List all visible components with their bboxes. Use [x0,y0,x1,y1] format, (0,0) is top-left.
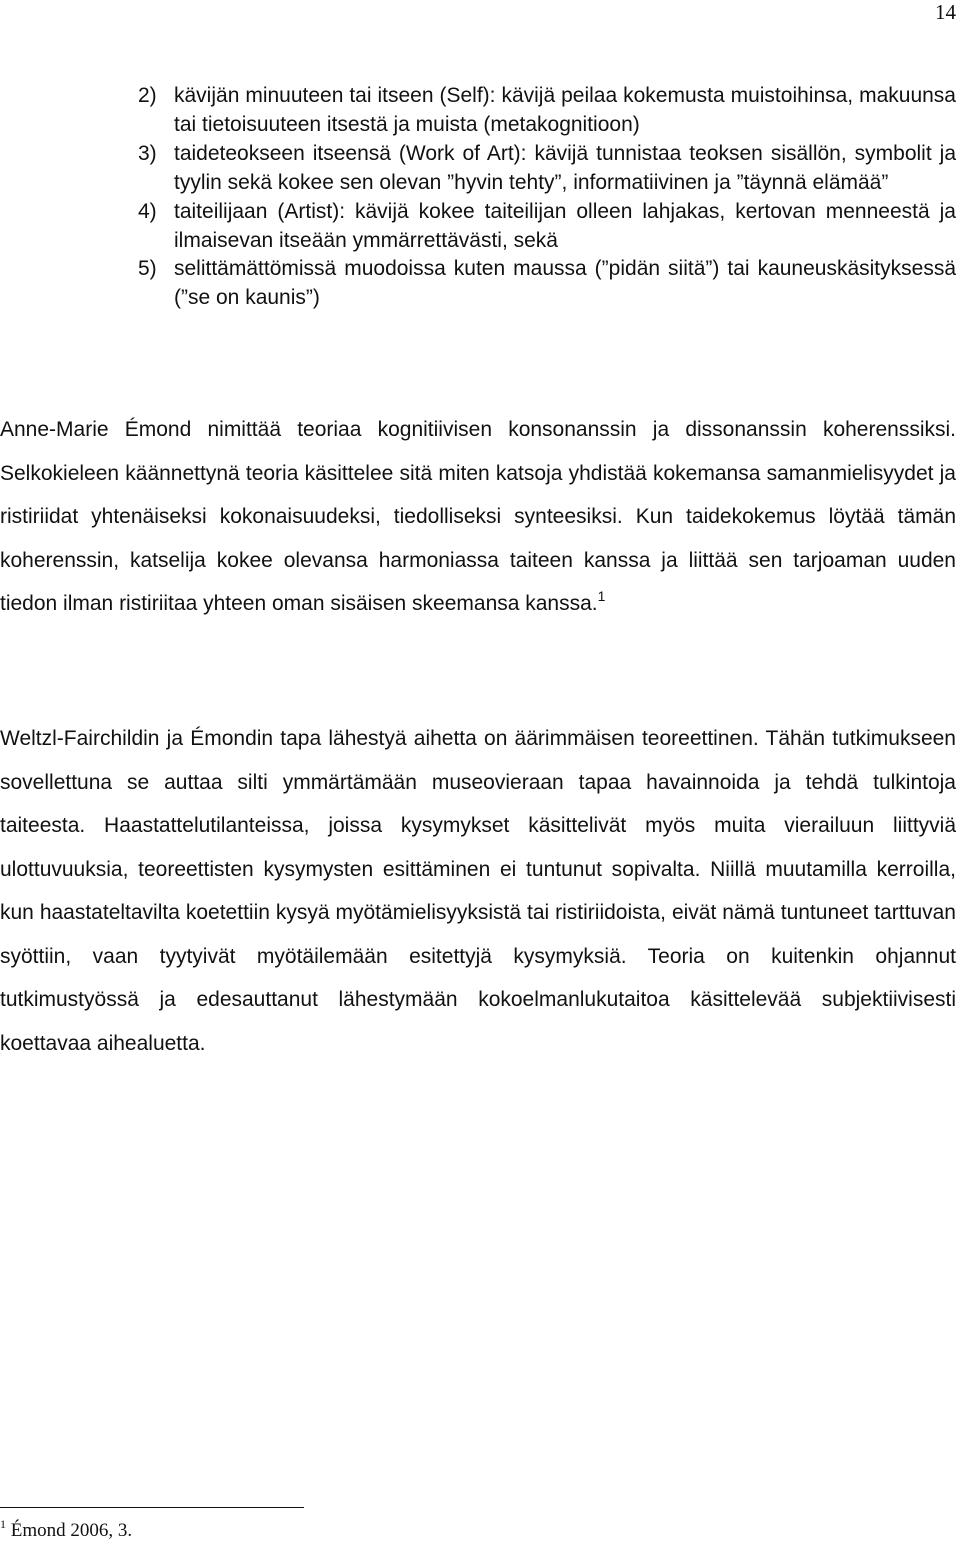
list-marker: 5) [138,257,157,281]
list-marker: 2) [138,84,157,107]
body-paragraph [0,717,956,1065]
paragraph-text: Anne-Marie Émond nimittää teoriaa kognitiivisen konsonanssin ja dissonanssin koherenssiksi. Selkokieleen käännettynä teoria käsittelee sitä miten katsoja yhdistää kokemansa samanmielisyydet ja ristiriidat yhtenäiseksi kokonaisuudeksi, tiedolliseksi synteesiksi. Kun taidekokemus löytää tämän koherenssin, katselija kokee olevansa harmoniassa taiteen kanssa ja liittää sen tarjoaman uuden tiedon ilman ristiriitaa yhteen oman sisäisen skeemansa kanssa. [0,418,956,615]
list-item-text: taiteilijaan (Artist): kävijä kokee taiteilijan olleen lahjakas, kertovan menneestä ja ilmaisevan itseään ymmärrettävästi, sekä [174,199,956,252]
list-marker: 3) [138,141,157,165]
list-item-text: kävijän minuuteen tai itseen (Self): kävijä peilaa kokemusta muistoihinsa, makuunsa tai tietoisuuteen itsestä ja muista (metakognitioon) [174,84,956,136]
footnote-reference[interactable]: 1 [597,588,606,604]
footnote-number: 1 [0,1517,6,1531]
page-number: 14 [935,0,956,24]
list-item [138,255,956,313]
list-item-text: selittämättömissä muodoissa kuten maussa (”pidän siitä”) tai kauneuskäsityksessä (”se on kaunis”) [174,257,956,310]
list-marker: 4) [138,199,157,223]
list-item [138,82,956,140]
footnote-text: Émond 2006, 3. [10,1520,133,1541]
body-paragraph [0,408,956,626]
footnote-separator [0,1507,304,1508]
numbered-list [138,82,956,313]
footnote [0,1519,132,1543]
list-item [138,140,956,198]
paragraph-text: Weltzl-Fairchildin ja Émondin tapa lähestyä aihetta on äärimmäisen teoreettinen. Tähän tutkimukseen sovellettuna se auttaa silti ymmärtämään museovieraan tapaa havainnoida ja tehdä tulkintoja taiteesta. Haastattelutilanteissa, joissa kysymykset käsittelivät myös muita vierailuun liittyviä ulottuvuuksia, teoreettisten kysymysten esittäminen ei tuntunut sopivalta. Niillä muutamilla kerroilla, kun haastateltavilta koetettiin kysyä myötämielisyyksistä tai ristiriidoista, eivät nämä tuntuneet tarttuvan syöttiin, vaan tyytyivät myötäilemään esitettyjä kysymyksiä. Teoria on kuitenkin ohjannut tutkimustyössä ja edesauttanut lähestymään kokoelmanlukutaitoa käsittelevää subjektiivisesti koettavaa aihealuetta. [0,727,956,1055]
list-item [138,198,956,256]
list-item-text: taideteokseen itseensä (Work of Art): kävijä tunnistaa teoksen sisällön, symbolit ja tyylin sekä kokee sen olevan ”hyvin tehty”, informatiivinen ja ”täynnä elämää” [174,141,956,194]
